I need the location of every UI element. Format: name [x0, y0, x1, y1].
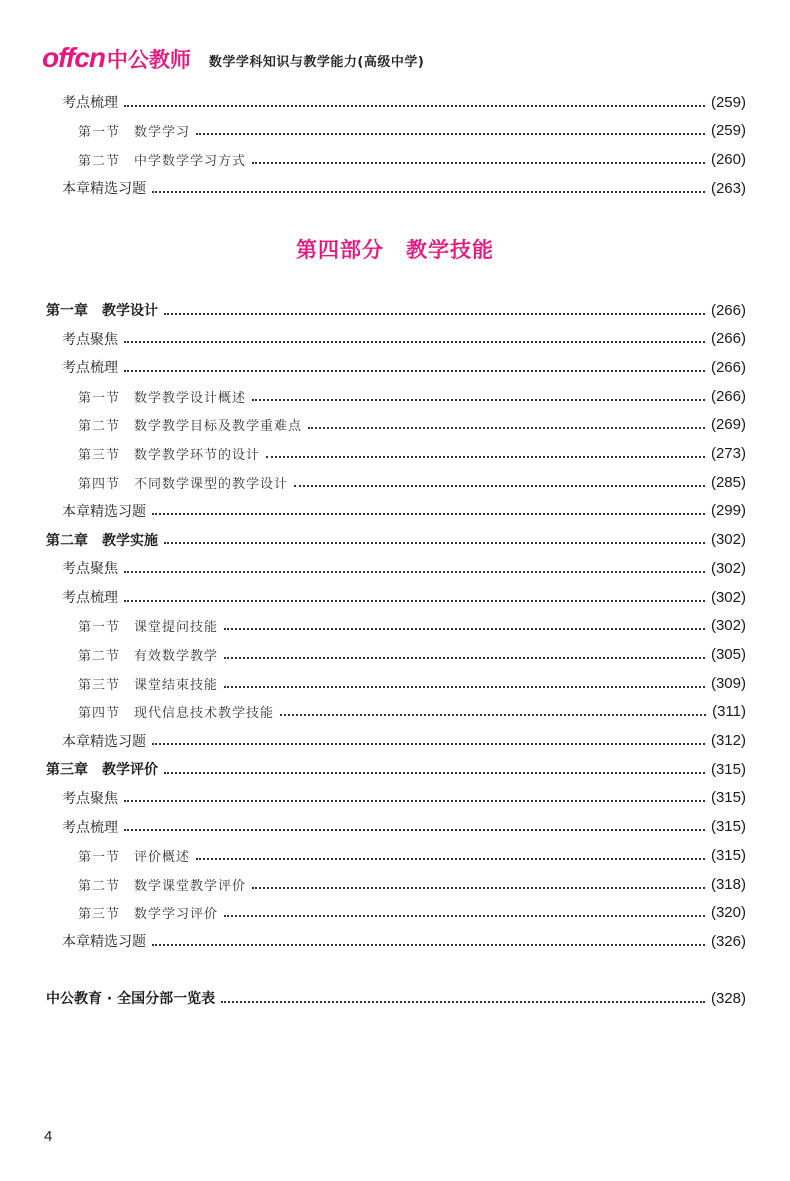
toc-entry[interactable]: [46, 298, 746, 322]
toc-entry[interactable]: [78, 119, 746, 143]
toc-entry-page: (259): [710, 93, 746, 111]
toc-entry-title: 考点聚焦: [62, 331, 118, 348]
toc-entry[interactable]: [62, 786, 746, 810]
toc-entry-title: 第四节 不同数学课型的教学设计: [78, 476, 289, 492]
toc-entry-page: (315): [710, 789, 746, 807]
toc-entry-page: (302): [710, 617, 746, 635]
toc-dot-leader: [224, 627, 705, 630]
toc-entry[interactable]: [62, 815, 746, 839]
toc-entry-title: 第二节 数学教学目标及教学重难点: [78, 419, 303, 435]
toc-entry[interactable]: [78, 700, 746, 724]
toc-dot-leader: [252, 886, 705, 889]
toc-entry-page: (312): [710, 732, 746, 749]
toc-entry[interactable]: [78, 442, 746, 466]
toc-entry-title: 第一章 教学设计: [46, 303, 158, 319]
toc-entry[interactable]: [62, 929, 746, 953]
toc-entry-page: (266): [710, 358, 746, 376]
toc-entry-title: 第一节 课堂提问技能: [78, 620, 219, 636]
toc-entry-title: 第二节 有效数学教学: [78, 648, 219, 664]
toc-dot-leader: [196, 132, 705, 135]
toc-dot-leader: [224, 685, 705, 688]
toc-entry-title: 第三节 数学教学环节的设计: [78, 448, 261, 463]
toc-entry[interactable]: [78, 384, 746, 408]
toc-entry-title: 考点梳理: [62, 95, 118, 111]
toc-entry-page: (309): [710, 674, 746, 692]
toc-entry[interactable]: [46, 757, 746, 781]
toc-entry[interactable]: [62, 327, 746, 351]
toc-entry-title: 第三节 课堂结束技能: [78, 677, 219, 693]
toc-entry[interactable]: [78, 671, 746, 695]
toc-dot-leader: [221, 1000, 705, 1003]
toc-entry-title: 第二节 数学课堂教学评价: [78, 878, 247, 894]
toc-entry[interactable]: [62, 556, 746, 580]
toc-entry-title: 第一节 数学教学设计概述: [78, 390, 247, 406]
part-title: 第四部分 教学技能: [296, 237, 494, 262]
toc-dot-leader: [124, 340, 705, 343]
toc-dot-leader: [252, 161, 705, 164]
toc-entry[interactable]: [78, 614, 746, 638]
toc-entry-title: 第三章 教学评价: [46, 762, 158, 779]
toc-entry-title: 第二节 中学数学学习方式: [78, 153, 247, 169]
toc-entry-page: (266): [710, 387, 746, 405]
toc-dot-leader: [252, 398, 705, 401]
toc-entry-page: (305): [710, 645, 746, 663]
toc-dot-leader: [224, 656, 705, 659]
toc-entry-page: (326): [710, 932, 746, 950]
toc-entry-page: (273): [710, 445, 746, 462]
logo-text-en: offcn: [42, 42, 105, 73]
toc-entry[interactable]: [62, 90, 746, 114]
toc-entry-title: 第三节 数学学习评价: [78, 907, 219, 923]
toc-dot-leader: [124, 799, 705, 802]
toc-dot-leader: [124, 104, 705, 107]
logo-text-cn: 中公教师: [106, 48, 191, 72]
offcn-logo: [42, 42, 191, 74]
toc-entry[interactable]: [78, 470, 746, 494]
toc-entry-title: 考点梳理: [62, 590, 118, 606]
toc-dot-leader: [308, 426, 705, 429]
toc-entry-page: (311): [712, 703, 746, 721]
toc-entry-page: (266): [710, 301, 746, 319]
toc-entry-page: (315): [710, 846, 746, 864]
toc-entry[interactable]: [78, 413, 746, 437]
toc-dot-leader: [152, 742, 705, 745]
toc-entry[interactable]: [62, 585, 746, 609]
toc-dot-leader: [280, 713, 706, 716]
toc-entry-page: (299): [710, 502, 746, 520]
toc-entry-title: 第二章 教学实施: [46, 532, 158, 549]
toc-entry-page: (259): [710, 122, 746, 140]
toc-entry-title: 本章精选习题: [62, 733, 146, 750]
toc-entry-page: (302): [710, 559, 746, 577]
toc-dot-leader: [164, 312, 705, 315]
toc-entry-title: 本章精选习题: [62, 503, 146, 520]
toc-entry-page: (269): [710, 416, 746, 434]
page-number: 4: [44, 1128, 53, 1145]
toc-dot-leader: [124, 369, 705, 372]
toc-dot-leader: [152, 943, 705, 946]
toc-dot-leader: [196, 857, 705, 860]
toc-entry-page: (263): [710, 179, 746, 197]
toc-entry[interactable]: [62, 176, 746, 200]
toc-entry[interactable]: [62, 355, 746, 379]
toc-entry-page: (302): [710, 531, 746, 549]
toc-entry[interactable]: [78, 872, 746, 896]
toc-dot-leader: [294, 484, 705, 487]
toc-entry-title: 考点聚焦: [62, 561, 118, 578]
toc-entry[interactable]: [62, 499, 746, 523]
toc-entry-page: (302): [710, 588, 746, 606]
toc-entry[interactable]: [78, 843, 746, 867]
toc-dot-leader: [152, 190, 705, 193]
toc-entry-title: 考点梳理: [62, 819, 118, 836]
toc-entry-title: 考点梳理: [62, 360, 118, 377]
toc-entry-page: (315): [710, 818, 746, 836]
toc-entry-title: 中公教育 · 全国分部一览表: [46, 991, 216, 1007]
toc-dot-leader: [124, 599, 705, 602]
toc-entry-title: 考点聚焦: [62, 790, 118, 807]
toc-entry-title: 第四节 现代信息技术教学技能: [78, 706, 275, 722]
toc-entry-page: (285): [710, 473, 746, 491]
toc-entry-page: (320): [710, 904, 746, 922]
toc-dot-leader: [164, 541, 705, 544]
toc-entry-title: 第一节 评价概述: [78, 849, 191, 865]
toc-entry-page: (318): [710, 875, 746, 893]
toc-entry-page: (315): [710, 760, 746, 778]
toc-entry-title: 本章精选习题: [62, 181, 146, 198]
toc-dot-leader: [124, 828, 705, 831]
toc-dot-leader: [152, 512, 705, 515]
toc-entry-page: (266): [710, 330, 746, 348]
toc-entry[interactable]: [46, 986, 746, 1010]
toc-entry-page: (260): [710, 150, 746, 168]
toc-entry-title: 第一节 数学学习: [78, 125, 191, 141]
toc-entry[interactable]: [62, 729, 746, 753]
toc-entry-title: 本章精选习题: [62, 934, 146, 951]
toc-dot-leader: [224, 914, 705, 917]
toc-dot-leader: [164, 771, 705, 774]
toc-dot-leader: [266, 455, 705, 458]
book-title: 数学学科知识与教学能力(高级中学): [208, 54, 425, 70]
toc-dot-leader: [124, 570, 705, 573]
toc-entry[interactable]: [78, 642, 746, 666]
toc-entry[interactable]: [78, 147, 746, 171]
toc-entry-page: (328): [710, 989, 746, 1007]
toc-entry[interactable]: [78, 901, 746, 925]
page-header: [42, 38, 424, 78]
toc-entry[interactable]: [46, 528, 746, 552]
